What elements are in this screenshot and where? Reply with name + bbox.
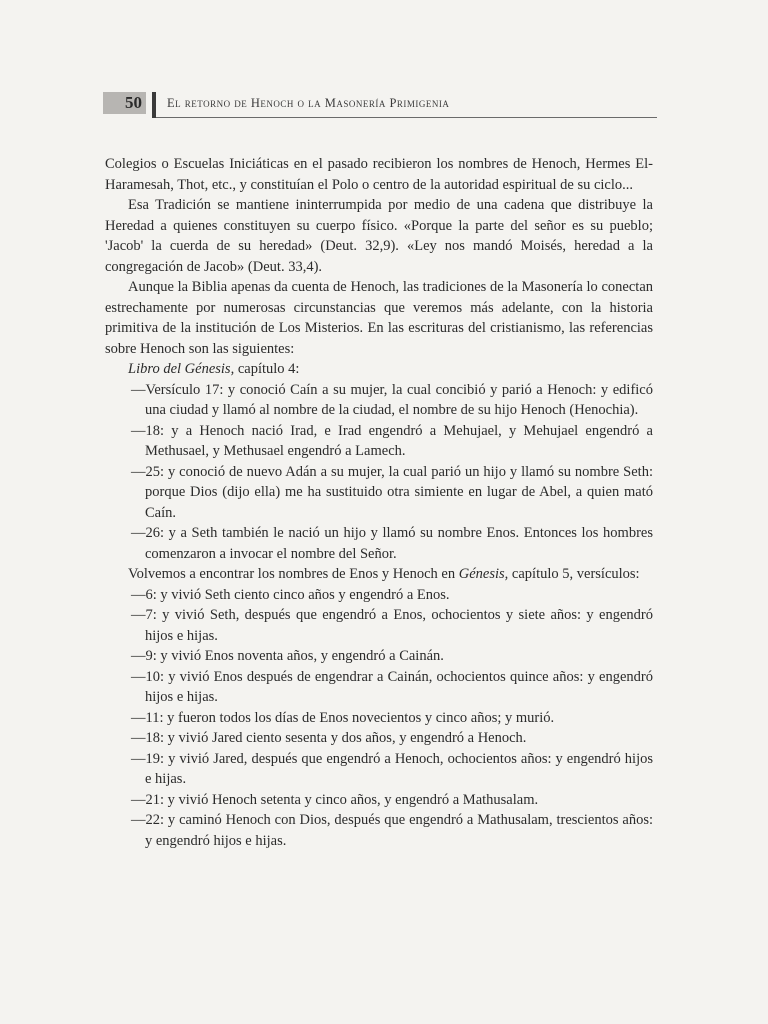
running-title: El retorno de Henoch o la Masonería Primigenia (167, 96, 450, 110)
paragraph-5-post: capítulo 5, versículos: (508, 566, 640, 582)
paragraph-1: Colegios o Escuelas Iniciáticas en el pasado recibieron los nombres de Henoch, Hermes El-Haramesah, Thot, etc., y constituían el Polo o centro de la autoridad espiritual de su ciclo... (105, 156, 653, 193)
page-number: 50 (103, 92, 146, 114)
chapter-label: capítulo 4: (234, 361, 300, 377)
verse-item: —6: y vivió Seth ciento cinco años y engendró a Enos. (131, 586, 450, 603)
verse-item: —11: y fueron todos los días de Enos novecientos y cinco años; y murió. (131, 709, 555, 726)
verse-item: —7: y vivió Seth, después que engendró a Enos, ochocientos y siete años: y engendró hijos e hijas. (131, 607, 653, 644)
paragraph-5 (105, 564, 653, 585)
verse-item: —25: y conoció de nuevo Adán a su mujer, la cual parió un hijo y llamó su nombre Seth: porque Dios (dijo ella) me ha sustituido otra simiente en lugar de Abel, a quien mató Caín. (131, 463, 653, 521)
page-header (103, 92, 653, 118)
verse-item: —26: y a Seth también le nació un hijo y llamó su nombre Enos. Entonces los hombres comenzaron a invocar el nombre del Señor. (131, 525, 653, 562)
book-title: Libro del Génesis, (128, 361, 235, 377)
header-divider-bar (152, 92, 156, 118)
verse-item: —10: y vivió Enos después de engendrar a Cainán, ochocientos quince años: y engendró hijos e hijas. (131, 668, 653, 705)
verse-item: —22: y caminó Henoch con Dios, después que engendró a Mathusalam, trescientos años: y engendró hijos e hijas. (131, 812, 653, 849)
book-title-genesis: Génesis, (458, 566, 509, 582)
body-text (105, 154, 653, 851)
verse-item: —18: y a Henoch nació Irad, e Irad engendró a Mehujael, y Mehujael engendró a Methusael, y Methusael engendró a Lamech. (131, 422, 653, 459)
verse-item: —9: y vivió Enos noventa años, y engendró a Cainán. (131, 648, 444, 664)
verse-item: —18: y vivió Jared ciento sesenta y dos años, y engendró a Henoch. (131, 730, 527, 746)
paragraph-5-pre: Volvemos a encontrar los nombres de Enos y Henoch en (128, 566, 459, 582)
header-rule (156, 117, 657, 118)
paragraph-3: Aunque la Biblia apenas da cuenta de Henoch, las tradiciones de la Masonería lo conectan estrechamente por numerosas circunstancias que veremos más adelante, con la historia primitiva de la institución de Los Misterios. En las escrituras del cristianismo, las referencias sobre Henoch son las siguientes: (105, 279, 653, 357)
verse-item: —Versículo 17: y conoció Caín a su mujer, la cual concibió y parió a Henoch: y edificó una ciudad y llamó al nombre de la ciudad, el nombre de su hijo Henoch (Henochia). (131, 381, 653, 418)
paragraph-2: Esa Tradición se mantiene ininterrumpida por medio de una cadena que distribuye la Heredad a quienes constituyen su cuerpo físico. «Porque la parte del señor es su pueblo; 'Jacob' la cuerda de su heredad» (Deut. 32,9). «Ley nos mandó Moisés, heredad a la congregación de Jacob» (Deut. 33,4). (105, 197, 653, 275)
genesis-chapter-4-ref (105, 359, 653, 380)
verse-item: —19: y vivió Jared, después que engendró a Henoch, ochocientos años: y engendró hijos e hijas. (131, 750, 653, 787)
verse-item: —21: y vivió Henoch setenta y cinco años, y engendró a Mathusalam. (131, 791, 539, 808)
